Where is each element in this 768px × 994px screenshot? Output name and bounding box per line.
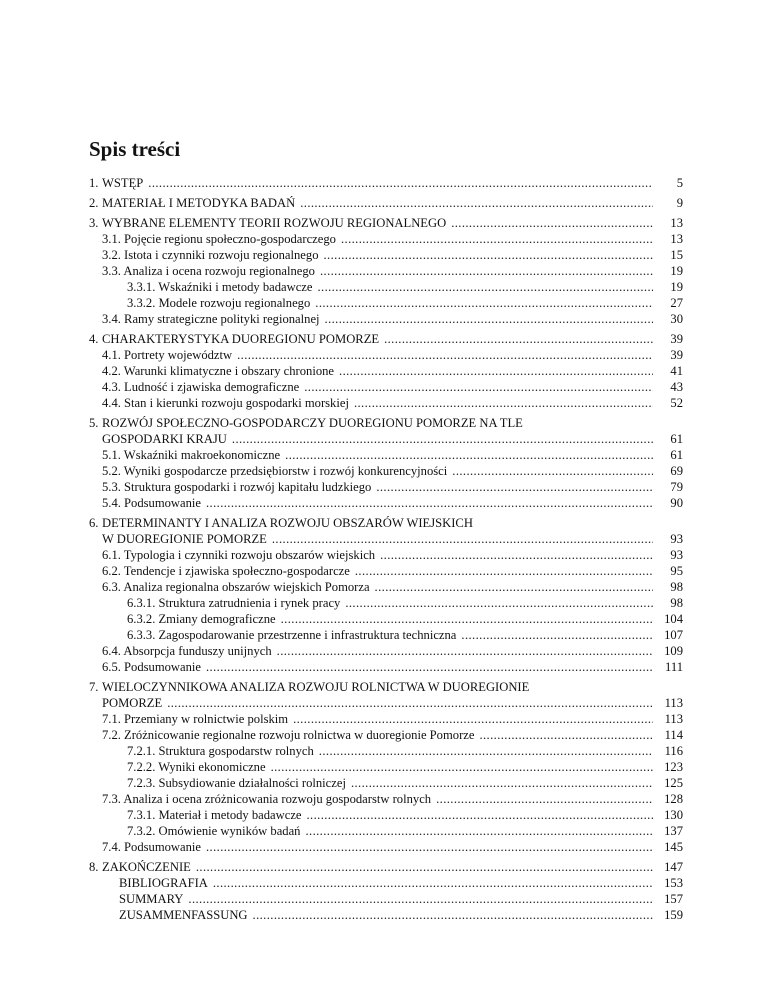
toc-entry-page: 116	[664, 744, 683, 758]
toc-entry[interactable]	[89, 596, 683, 612]
toc-entry-page: 79	[670, 480, 683, 494]
dot-leader	[183, 892, 653, 907]
toc-entry-title: 7.1. Przemiany w rolnictwie polskim	[102, 712, 289, 726]
dot-leader	[267, 532, 653, 547]
toc-entry-title: 4.3. Ludność i zjawiska demograficzne	[102, 380, 300, 394]
dot-leader	[346, 776, 653, 791]
toc-entry[interactable]	[89, 332, 683, 348]
toc-entry[interactable]	[89, 908, 683, 924]
toc-entry-title: 5.3. Struktura gospodarki i rozwój kapitału ludzkiego	[102, 480, 372, 494]
dot-leader	[446, 216, 653, 231]
toc-entry-title: 3.3. Analiza i ocena rozwoju regionalnego	[102, 264, 315, 278]
toc-entry-page: 104	[664, 612, 683, 626]
toc-entry[interactable]	[89, 416, 683, 432]
toc-entry-title: 4.1. Portrety województw	[102, 348, 233, 362]
toc-entry-page: 98	[670, 580, 683, 594]
toc-entry-page: 128	[664, 792, 683, 806]
toc-entry[interactable]	[89, 216, 683, 232]
dot-leader	[371, 480, 653, 495]
dot-leader	[310, 296, 653, 311]
toc-entry[interactable]	[89, 580, 683, 596]
toc-entry-title: 7.2.3. Subsydiowanie działalności rolniczej	[127, 776, 346, 790]
toc-entry-page: 5	[676, 176, 683, 190]
toc-entry-page: 9	[676, 196, 683, 210]
toc-entry-title: 6.3.1. Struktura zatrudnienia i rynek pracy	[127, 596, 341, 610]
toc-entry-title: ROZWÓJ SPOŁECZNO-GOSPODARCZY DUOREGIONU POMORZE NA TLE	[102, 416, 523, 430]
toc-entry[interactable]	[89, 808, 683, 824]
toc-entry-title: 7.2.1. Struktura gospodarstw rolnych	[127, 744, 314, 758]
toc-entry-page: 69	[670, 464, 683, 478]
toc-entry[interactable]	[89, 496, 683, 512]
dot-leader	[456, 628, 653, 643]
toc-entry-title: 6.4. Absorpcja funduszy unijnych	[102, 644, 272, 658]
toc-entry-page: 93	[670, 532, 683, 546]
toc-entry[interactable]	[89, 564, 683, 580]
toc-entry-title: 7.3. Analiza i ocena zróżnicowania rozwoju gospodarstw rolnych	[102, 792, 432, 806]
toc-entry[interactable]	[89, 548, 683, 564]
dot-leader	[302, 808, 654, 823]
toc-entry-title: WSTĘP	[102, 176, 144, 190]
toc-entry-title: 6.3. Analiza regionalna obszarów wiejskich Pomorza	[102, 580, 370, 594]
dot-leader	[299, 380, 653, 395]
toc-entry-page: 114	[664, 728, 683, 742]
toc-entry-title: WIELOCZYNNIKOWA ANALIZA ROZWOJU ROLNICTWA W DUOREGIONIE	[102, 680, 530, 694]
toc-entry-title: 4.4. Stan i kierunki rozwoju gospodarki morskiej	[102, 396, 349, 410]
toc-entry-page: 157	[664, 892, 683, 906]
toc-entry-page: 30	[670, 312, 683, 326]
dot-leader	[320, 312, 653, 327]
dot-leader	[379, 332, 653, 347]
toc-entry[interactable]	[89, 280, 683, 296]
toc-entry[interactable]	[89, 196, 683, 212]
toc-entry[interactable]	[89, 840, 683, 856]
dot-leader	[162, 696, 653, 711]
dot-leader	[474, 728, 653, 743]
toc-entry-title: 6.3.3. Zagospodarowanie przestrzenne i infrastruktura techniczna	[127, 628, 457, 642]
dot-leader	[447, 464, 653, 479]
dot-leader	[350, 564, 653, 579]
dot-leader	[431, 792, 653, 807]
toc-entry-title: 6.3.2. Zmiany demograficzne	[127, 612, 276, 626]
dot-leader	[232, 348, 653, 363]
toc-entry[interactable]	[89, 760, 683, 776]
dot-leader	[191, 860, 653, 875]
toc-entry-page: 27	[670, 296, 683, 310]
toc-entry-title: 7.3.2. Omówienie wyników badań	[127, 824, 301, 838]
toc-entry-page: 107	[664, 628, 683, 642]
toc-entry-number: 5.	[89, 416, 99, 430]
toc-entry-page: 41	[670, 364, 683, 378]
toc-entry-title: CHARAKTERYSTYKA DUOREGIONU POMORZE	[102, 332, 380, 346]
toc-entry[interactable]	[89, 696, 683, 712]
toc-entry-page: 98	[670, 596, 683, 610]
toc-entry-title: 5.2. Wyniki gospodarcze przedsiębiorstw i rozwój konkurencyjności	[102, 464, 448, 478]
toc-entry-page: 39	[670, 348, 683, 362]
toc-entry-page: 93	[670, 548, 683, 562]
toc-entry-page: 43	[670, 380, 683, 394]
toc-entry-page: 111	[665, 660, 683, 674]
dot-leader	[276, 612, 653, 627]
toc-entry[interactable]	[89, 728, 683, 744]
toc-entry[interactable]	[89, 680, 683, 696]
toc-entry-title: 3.2. Istota i czynniki rozwoju regionalnego	[102, 248, 319, 262]
toc-entry-page: 159	[664, 908, 683, 922]
toc-entry-title: GOSPODARKI KRAJU	[102, 432, 227, 446]
toc-entry[interactable]	[89, 860, 683, 876]
toc-entry-title: WYBRANE ELEMENTY TEORII ROZWOJU REGIONALNEGO	[102, 216, 447, 230]
dot-leader	[300, 824, 653, 839]
toc-entry-title: 7.3.1. Materiał i metody badawcze	[127, 808, 302, 822]
dot-leader	[201, 840, 653, 855]
dot-leader	[248, 908, 653, 923]
toc-entry-page: 61	[670, 432, 683, 446]
toc-entry[interactable]	[89, 312, 683, 328]
toc-entry-page: 39	[670, 332, 683, 346]
toc-entry-title: 3.3.1. Wskaźniki i metody badawcze	[127, 280, 313, 294]
toc-entry[interactable]	[89, 464, 683, 480]
toc-entry-page: 95	[670, 564, 683, 578]
dot-leader	[375, 548, 653, 563]
toc-entry[interactable]	[89, 380, 683, 396]
toc-entry-title: 7.4. Podsumowanie	[102, 840, 201, 854]
toc-entry-number: 4.	[89, 332, 99, 346]
toc-entry-title: 5.4. Podsumowanie	[102, 496, 201, 510]
toc-entry-title: 6.1. Typologia i czynniki rozwoju obszarów wiejskich	[102, 548, 376, 562]
toc-entry[interactable]	[89, 876, 683, 892]
dot-leader	[336, 232, 653, 247]
dot-leader	[312, 280, 653, 295]
dot-leader	[295, 196, 653, 211]
toc-entry-title: 6.5. Podsumowanie	[102, 660, 201, 674]
dot-leader	[143, 176, 653, 191]
toc-entry-number: 2.	[89, 196, 99, 210]
page-title: Spis treści	[89, 137, 181, 161]
toc-entry[interactable]	[89, 264, 683, 280]
toc-entry-title: ZAKOŃCZENIE	[102, 860, 191, 874]
toc-entry[interactable]	[89, 448, 683, 464]
toc-entry-page: 13	[670, 232, 683, 246]
toc-entry[interactable]	[89, 296, 683, 312]
toc-entry-number: 6.	[89, 516, 99, 530]
toc-entry-title: W DUOREGIONIE POMORZE	[102, 532, 267, 546]
toc-entry[interactable]	[89, 364, 683, 380]
toc-entry-page: 90	[670, 496, 683, 510]
dot-leader	[272, 644, 653, 659]
toc-entry-page: 137	[664, 824, 683, 838]
toc-entry-page: 109	[664, 644, 683, 658]
toc-entry-page: 61	[670, 448, 683, 462]
toc-entry[interactable]	[89, 792, 683, 808]
toc-entry[interactable]	[89, 660, 683, 676]
dot-leader	[334, 364, 653, 379]
toc-entry-page: 19	[670, 264, 683, 278]
dot-leader	[201, 496, 653, 511]
toc-entry-page: 52	[670, 396, 683, 410]
toc-entry[interactable]	[89, 516, 683, 532]
toc-entry-title: DETERMINANTY I ANALIZA ROZWOJU OBSZARÓW WIEJSKICH	[102, 516, 473, 530]
toc-entry-page: 125	[664, 776, 683, 790]
toc-entry-number: 3.	[89, 216, 99, 230]
toc-entry[interactable]	[89, 232, 683, 248]
dot-leader	[208, 876, 653, 891]
toc-entry-title: 3.3.2. Modele rozwoju regionalnego	[127, 296, 311, 310]
toc-entry[interactable]	[89, 892, 683, 908]
toc-entry[interactable]	[89, 432, 683, 448]
toc-entry-title: 7.2. Zróżnicowanie regionalne rozwoju rolnictwa w duoregionie Pomorze	[102, 728, 475, 742]
toc-entry-page: 113	[664, 696, 683, 710]
toc-entry-page: 15	[670, 248, 683, 262]
toc-entry[interactable]	[89, 612, 683, 628]
toc-entry-title: 6.2. Tendencje i zjawiska społeczno-gospodarcze	[102, 564, 350, 578]
toc-entry-title: ZUSAMMENFASSUNG	[119, 908, 248, 922]
toc-entry-title: 3.1. Pojęcie regionu społeczno-gospodarczego	[102, 232, 336, 246]
toc-entry[interactable]	[89, 348, 683, 364]
dot-leader	[319, 248, 654, 263]
dot-leader	[288, 712, 653, 727]
toc-entry-number: 1.	[89, 176, 99, 190]
toc-entry-page: 13	[670, 216, 683, 230]
toc-entry[interactable]	[89, 480, 683, 496]
toc-entry-title: BIBLIOGRAFIA	[119, 876, 208, 890]
toc-entry[interactable]	[89, 532, 683, 548]
dot-leader	[201, 660, 653, 675]
dot-leader	[340, 596, 653, 611]
toc-entry-page: 130	[664, 808, 683, 822]
toc-entry-title: POMORZE	[102, 696, 163, 710]
dot-leader	[370, 580, 653, 595]
dot-leader	[349, 396, 653, 411]
toc-entry-title: 4.2. Warunki klimatyczne i obszary chronione	[102, 364, 335, 378]
dot-leader	[266, 760, 653, 775]
toc-entry[interactable]	[89, 824, 683, 840]
toc-entry-title: 7.2.2. Wyniki ekonomiczne	[127, 760, 266, 774]
dot-leader	[227, 432, 653, 447]
dot-leader	[314, 744, 653, 759]
toc-entry[interactable]	[89, 776, 683, 792]
toc-entry[interactable]	[89, 744, 683, 760]
toc-entry-number: 7.	[89, 680, 99, 694]
toc-entry-title: 3.4. Ramy strategiczne polityki regionalnej	[102, 312, 320, 326]
toc-entry[interactable]	[89, 644, 683, 660]
toc-entry-page: 147	[664, 860, 683, 874]
table-of-contents	[89, 176, 683, 924]
toc-entry[interactable]	[89, 248, 683, 264]
toc-entry-page: 19	[670, 280, 683, 294]
toc-entry-title: SUMMARY	[119, 892, 184, 906]
toc-entry[interactable]	[89, 176, 683, 192]
toc-entry-title: MATERIAŁ I METODYKA BADAŃ	[102, 196, 296, 210]
toc-entry-number: 8.	[89, 860, 99, 874]
toc-entry[interactable]	[89, 396, 683, 412]
toc-entry[interactable]	[89, 712, 683, 728]
dot-leader	[315, 264, 653, 279]
toc-entry-page: 145	[664, 840, 683, 854]
toc-entry-page: 113	[664, 712, 683, 726]
toc-entry[interactable]	[89, 628, 683, 644]
toc-entry-page: 123	[664, 760, 683, 774]
toc-entry-title: 5.1. Wskaźniki makroekonomiczne	[102, 448, 281, 462]
toc-entry-page: 153	[664, 876, 683, 890]
dot-leader	[280, 448, 653, 463]
